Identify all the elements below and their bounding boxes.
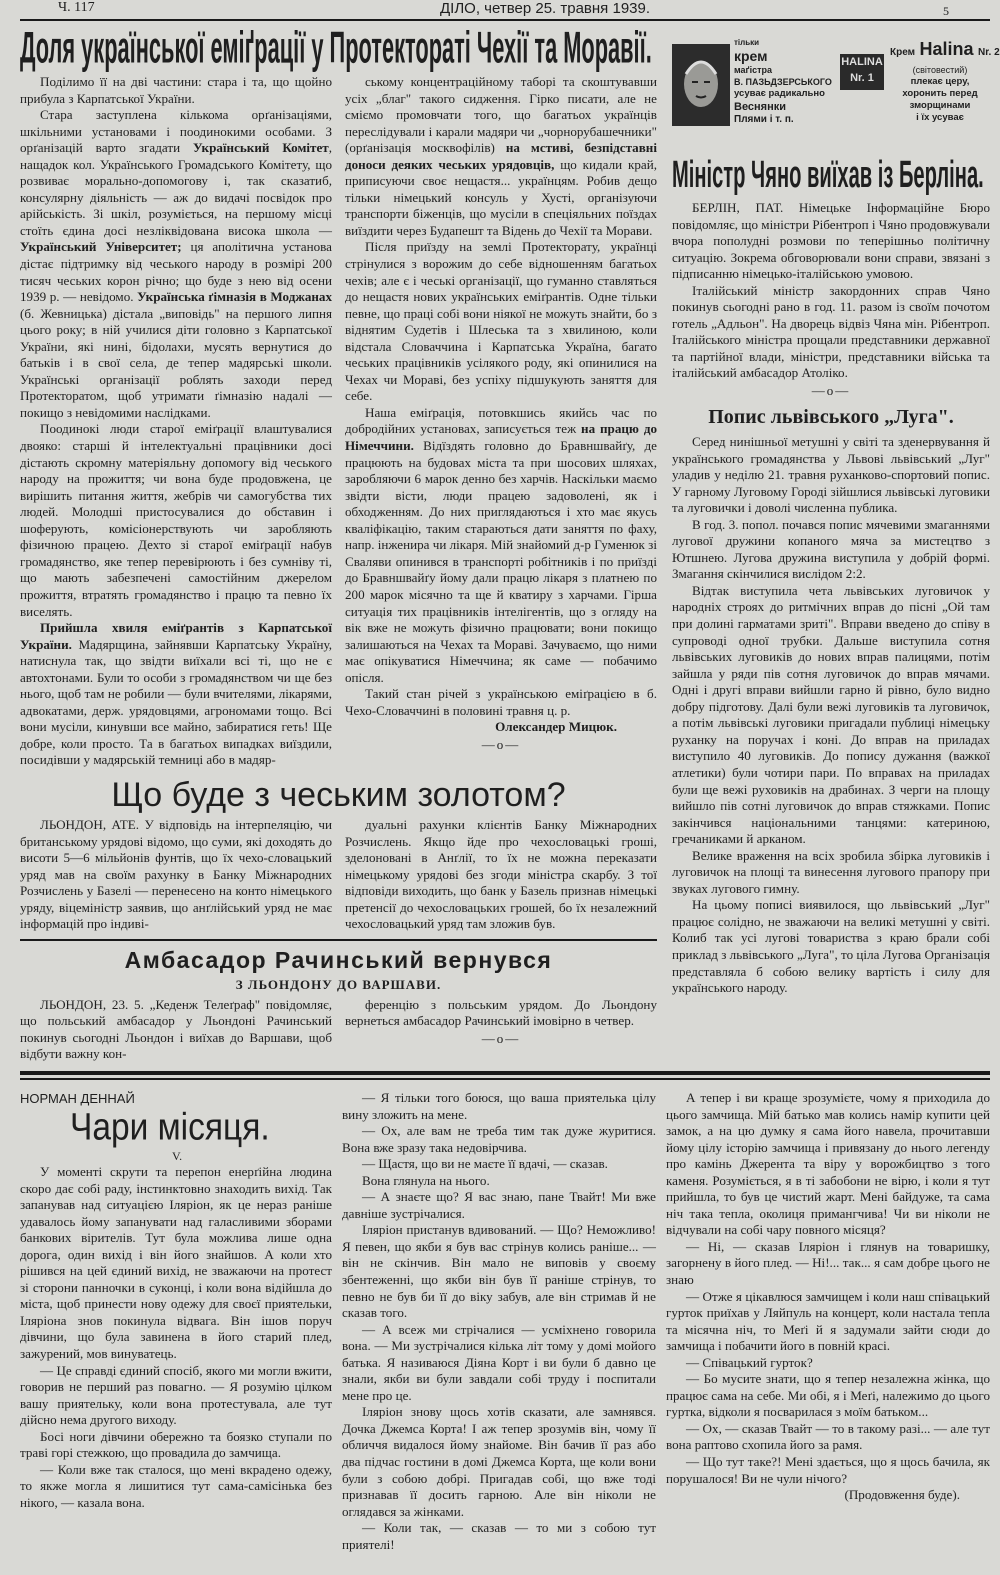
text: — Я тільки того боюся, що ваша приятелька цілу вину зложить на мене. bbox=[342, 1089, 656, 1122]
story-col2 bbox=[342, 1090, 656, 1553]
text: БЕРЛІН, ПАТ. Німецьке Інформаційне Бюро повідомляє, що міністри Рібентроп і Чяно продовжували вчора пополудні розмови по теперішньо політичну ситуацію. Зокрема обговорювали вони справи, звязані з підписанню німецько-італійською умовою. bbox=[672, 200, 990, 282]
paragraph bbox=[342, 1090, 656, 1123]
ad-maker: В. ПАЗЬДЗЕРСЬКОГО bbox=[734, 77, 832, 87]
text: Відтак виступила чета львівських луговичок у народніх строях до ритмічних вправ до пісні „Ой там при долині гарматами зриті". Вправи введено до співу в супроводі одної трубки. Дальше виступила сотня львівських луговиків до нових вправ палицями, потім зайшла у ряди пів сотня луговичок до вправ мячами. Одні і другі вправи вийшли гарно й рівно, було видно добру підготову. Далі були вежі луговиків та луговичок, а потім львівські луговики пригадали публиці німецьку руханку на поручах і коні. До вправ на приладах виступило 40 луговиків. До попису дужання (важкої атлетики) були чотири пари. По вправах на приладах були ще вежі руховиків на драбинах. З черги на площу вийшло пів сотні луговичок до вправ стяжками. Попис закінчився національними танцями: катериною, гречаниками й арканом. bbox=[672, 582, 990, 847]
text: — Ні, — сказав Іляріон і глянув на товаришку, загорнену в його плед. — Ні!... так... я сам добре цього не знаю bbox=[666, 1238, 990, 1287]
article-emigration-col1 bbox=[20, 74, 332, 769]
text: — Це справді єдиний спосіб, якого ми могли вжити, говорив не перший раз повагно. — Я розумію цілком вашу приятельку, коли вона протестувала, але тут дійсно нема другого виходу. bbox=[20, 1362, 332, 1428]
text: — Коли так, — сказав — то ми з собою тут приятелі! bbox=[342, 1520, 656, 1552]
story-chapter: V. bbox=[172, 1148, 183, 1163]
article-emigration-headline bbox=[20, 23, 652, 74]
paragraph bbox=[342, 1404, 656, 1520]
bold-text: Український Комітет bbox=[192, 140, 329, 156]
text: — Коли вже так сталося, що мені вкрадено одежу, то якже могла я лишитися тут сама-самісінька без нікого, — казала вона. bbox=[20, 1461, 332, 1510]
text: — А знаєте що? Я вас знаю, пане Твайт! Ми вже давніше зустрічалися. bbox=[342, 1189, 656, 1221]
text: Наша еміґрація, потовкшись якийсь час по добродійних установах, записується теж bbox=[345, 404, 657, 437]
story-col3-text bbox=[666, 1090, 990, 1487]
paragraph bbox=[672, 200, 990, 283]
ad-removes: усуває радикально bbox=[734, 88, 825, 99]
text: Поділимо її на дві частини: стара і та, що щойно прибула з Карпатської України. bbox=[20, 74, 332, 106]
cream-advertisement bbox=[672, 38, 1000, 134]
paragraph bbox=[666, 1289, 990, 1355]
text: Серед нинішньої метушні у світі та зденервування й українського громадянства у Львові львівський „Луг" уладив у неділю 21. травня руханково-спортовий попис. У гарному Луговому Городі зійшлися львівські луговики та луговички і доволі численна публика. bbox=[672, 434, 990, 516]
text: — Що тут таке?! Мені здається, що я щось бачила, як порушалося! Ви не чули нічого? bbox=[666, 1454, 990, 1486]
gold-col2 bbox=[345, 817, 657, 933]
paragraph bbox=[20, 74, 332, 107]
text: Такий стан річей з українською еміґрацією в б. Чехо-Словаччині в половині травня ц. р. bbox=[345, 686, 657, 718]
paragraph bbox=[20, 1363, 332, 1429]
text: дуальні рахунки клієнтів Банку Міжнародних Розчислень. Якщо йде про чехословацькі гроші, зделоновані в Анґлії, то їх не можна переказати німецькому урядові без згоди міністра скарбу. З тої відповіди виходить, що банк у Базель признав німецькі претенсії до чехословацьких грошей, бо їх незалежний чехословацький уряд там зложив був. bbox=[345, 816, 657, 932]
section-rule bbox=[20, 939, 657, 941]
bold-text: Українська ґімназія в Моджанах bbox=[137, 289, 333, 305]
paragraph bbox=[342, 1222, 656, 1321]
paragraph bbox=[666, 1371, 990, 1421]
left-area bbox=[20, 23, 658, 1063]
text: Іляріон пристанув вдивований. — Що? Неможливо! Я певен, що якби я був вас стрінув колись раніше... — він не скінчив. Він мало не виповів у своєму збентеженні, що якби він був її раніше стрінув, то певно не був би її до віку забув, але він стримав й не сказав того. bbox=[342, 1222, 656, 1321]
cream2-desc: хоронить перед bbox=[902, 88, 978, 99]
text: Відїздять головно до Бравншвайґу, де працюють на будовах міста та при шосових шляхах, заробляючи 6 марок денно без харчів. Наскільки маємо звідти вісти, люди працею задоволені, як і обходженням. До них приглядаються і хто має якусь кваліфікацію, таким стараються дати заняття по фаху, напр. інженира чи лікаря. Мій знайомий д-р Гуменюк зі Сваляви опинився в транспорті робітників і по приїзді до Бравншвайґу йому дали працю лікаря з платнею по 200 марок місячно та ще й кватиру з харчами. Гірша ситуація тих працівників інтелігентів, що з огляду на вік вже не можуть фізично працювати; вони покищо залишаються на Чехах та Мораві. Зачуваємо, що ними має опікуватися Німеччина; як саме — побачимо опісля. bbox=[345, 438, 657, 685]
text: — А всеж ми стрічалися — усміхнено говорила вона. — Ми зустрічалися кілька літ тому у домі мойого батька. Я називаюся Діяна Корт і ви були б давно це знали, якби ви були завдали собі труду і поспитали мене про це. bbox=[342, 1321, 656, 1403]
paragraph bbox=[672, 583, 990, 848]
paragraph bbox=[342, 1189, 656, 1222]
ciano-headline bbox=[672, 153, 984, 198]
text: Стара заступлена кількома орґанізаціями, шкільними установами і поодинокими особами. З орґанізацій варто згадати bbox=[20, 107, 332, 156]
ad-cream: крем bbox=[734, 48, 768, 64]
paragraph bbox=[345, 997, 657, 1030]
story-author: НОРМАН ДЕННАЙ bbox=[20, 1090, 135, 1106]
paragraph bbox=[345, 74, 657, 239]
ad-master: маґістра bbox=[734, 65, 772, 75]
text: Іляріон знову щось хотів сказати, але замнявся. Дочка Джемса Корта! І аж тепер зрозумів він, чому її обличчя видалося йому знайоме. Він бачив її раз або два підчас гостини в домі Джемса Корта, ще коли вони були з собою добрі. Пригадав собі, що вже тоді признавав її досить гарною. Але він ніколи не оглядався за жінками. bbox=[342, 1404, 656, 1519]
text: що кидали край, приписуючи своє нещастя... українцям. Робив дещо тільки німецький консуль у Хусті, організуючи транспорти біженців, що мусіли в спеціяльних поїздах виїздити через Будапешт та Відень до Чехії та Морави. bbox=[345, 156, 657, 238]
bold-text: на мстиві, безпідставні доноси деяких чеських урядовців, bbox=[345, 140, 657, 172]
ciano-separator: —o— bbox=[811, 383, 851, 399]
article-author: Олександер Мицюк. bbox=[495, 719, 617, 735]
ciano-text bbox=[672, 200, 990, 382]
ciano-article bbox=[672, 200, 990, 997]
page-number: 5 bbox=[943, 4, 949, 18]
ambassador-columns bbox=[20, 997, 657, 1063]
paragraph bbox=[342, 1322, 656, 1405]
story-col1-wrap bbox=[20, 1090, 332, 1553]
text: ЛЬОНДОН, АТЕ. У відповідь на інтерпеляцію, чи британському урядові відомо, що суми, які доходять до висоти 5—6 мільйонів фунтів, що їх чехо-словацький уряд мав на своїм рахунку в Банку Міжнародних Розчислень у Базелі — перенесено на конто німецького уряду, віцеміністр заявив, що анґлійський уряд не має інформацій про індиві- bbox=[20, 816, 332, 932]
text: Італійський міністр закордонних справ Чяно покинув сьогодні рано в год. 11. разом із своїм почотом готель „Адльон". На дворець відвіз Чяна мін. Рібентроп. Італійського міністра прощали представники державної та партійної влади, міністри, представники війська та італійський амбасадор Атоліко. bbox=[672, 282, 990, 381]
text: Велике враження на всіх зробила збірка луговиків і луговичок на площі та винесення лугового прапору при звуках лугового гимну. bbox=[672, 847, 990, 896]
issue-number: Ч. 117 bbox=[58, 0, 95, 15]
ambassador-headline: Амбасадор Рачинський вернувся bbox=[124, 946, 553, 973]
halina-logo bbox=[840, 54, 884, 90]
text: В год. 3. попол. почався попис мячевими змаганнями лугової дружини копаного мяча за мистецтво з Ютшнею. Лугова дружина виступила у добрій формі. Змагання скінчилися вислідом 2:2. bbox=[672, 516, 990, 582]
headline-text: Доля української еміґрації у Протектораті Чехії та Моравії. bbox=[20, 23, 652, 73]
paragraph bbox=[342, 1123, 656, 1156]
article-emigration-col2 bbox=[345, 74, 657, 769]
text: А тепер і ви краще зрозумієте, чому я приходила до цього замчища. Мій батько мав колись намір купити цей замок, а на цю думку я сама його навела, прочитавши йому цілу історію замчища і привязану до нього легенду про камінь Джерента та віру у ворожбицтво з того каменя. Розуміється, я в ті забобони не вірю, і коли я тут прийшла, то був це чистий жарт. Мені байдуже, та сама ніч така тепла, околиця примангчива! Чи ви ніколи не відчували на собі чару повного місяця? bbox=[666, 1089, 990, 1238]
paragraph bbox=[672, 283, 990, 382]
ambassador-subtitle: З ЛЬОНДОНУ ДО ВАРШАВИ. bbox=[235, 976, 442, 992]
paragraph bbox=[342, 1520, 656, 1553]
article-emigration-columns bbox=[20, 74, 657, 769]
feuilleton-rule-thin bbox=[20, 1078, 990, 1080]
text: Босі ноги дівчини обережно та боязко ступали по траві горі стежкою, що провадила до замчища. bbox=[20, 1428, 332, 1461]
luh-headline: Попис львівського „Луга". bbox=[708, 406, 954, 429]
ambassador-col2-text bbox=[345, 997, 657, 1030]
gold-col1 bbox=[20, 817, 332, 933]
article-emigration-col2-text bbox=[345, 74, 657, 719]
logo-number: Nr. 1 bbox=[850, 72, 874, 84]
paragraph bbox=[345, 239, 657, 404]
paragraph bbox=[20, 620, 332, 769]
paragraph bbox=[672, 848, 990, 898]
paragraph bbox=[672, 517, 990, 583]
ad-spots: Плями і т. п. bbox=[734, 114, 794, 125]
paragraph bbox=[345, 817, 657, 933]
story-continued: (Продовження буде). bbox=[844, 1487, 960, 1503]
text: Поодинокі люди старої еміґрації влаштувалися двояко: старші й інтелектуальні працівники досі дістають скромну матеріяльну допомогу від чеського народу на прожиття; чи вона буде продовжена, це вирішить питання життя, жебрів чи самогубства тих людей. Молодші пристосувалися до обставин і шоферують, комісіонерствують чи заробляють фізичною працею. Дехто зі старої еміґрації набув громадянство, яке тепер перевірюють і без сумніву ті, що мають забезпечені самостійним джерелом прожиття, втратять громадянство і працю та певно їх виселять. bbox=[20, 421, 332, 619]
feuilleton-rule bbox=[20, 1071, 990, 1075]
cream2-desc: і їх усуває bbox=[916, 112, 964, 123]
text: На цьому пописі виявилося, що львівський „Луг" працює солідно, не зважаючи на великі метушні у світі. Колиб так усі лугові товариства з краю брали собі приклад з львівського „Луга", то ціла Лугова Організація представляла б собою велику вартість і силу для українського народу. bbox=[672, 897, 990, 996]
paragraph bbox=[20, 997, 332, 1063]
text: (б. Жевницька) дістала „виповідь" на першого липня цього року; в ній училися діти головно з Карпатської України, які нині, бідолахи, мусять вернутися до батьків і в свої села, де тепер мадярські школи. Українські організації роблять заходи перед Протекторатом, щоб утримати ґімназію надалі — покищо з невідомими наслідками. bbox=[20, 305, 332, 420]
text: — Щастя, що ви не маєте її вдачі, — сказав. bbox=[362, 1156, 608, 1172]
cream2-desc: зморщинами bbox=[909, 100, 971, 111]
text: Мадярщина, зайнявши Карпатську Україну, натиснула так, що звідти виїхали всі ті, що не є автохтонами. Були то особи з громадянством чи ще без нього, щоб там не робили — були вчителями, лікарями, адвокатами, держ. урядовцями, агрономами тощо. Всі вони мусіли, кинувши все майно, забиратися геть! Ще добре, коли просто. Та в багатьох випадках виїздили, посидівши у мадярській темниці або в мадяр- bbox=[20, 636, 332, 768]
paragraph bbox=[666, 1239, 990, 1289]
ad-only: тільки bbox=[734, 38, 760, 47]
ambassador-col1 bbox=[20, 997, 332, 1063]
text: — Ох, — сказав Твайт — то в такому разі... — але тут вона раптово схопила його за рамя. bbox=[666, 1420, 990, 1453]
ad-cream2 bbox=[890, 38, 1000, 134]
text: — Ох, але вам не треба тим так дуже журитися. Вона вже зразу така недовірчива. bbox=[342, 1123, 656, 1155]
cream2-desc: плекає церу, bbox=[910, 76, 970, 87]
masthead: ДІЛО, четвер 25. травня 1939. bbox=[440, 0, 651, 17]
cream2-name: Halina bbox=[919, 39, 974, 59]
ad-text-block bbox=[734, 38, 836, 134]
text: У моменті скрути та перепон енерґійна людина скоро дає собі раду, інстинктовно знаходить вихід. Так запанував над ситуацією Іляріон, як це нераз раніше удавалось йому запанувати над галасливими зборами банкових вірителів. Тут була можлива лише одна дорога, один вихід і він його знайшов. А коли хто рішився на цей єдиний вихід, не зважаючи на протест зі сторони панночки в суконці, і коли вона відійшла до міста, щоб принести нову одежу для своєї приятельки, Іляріона знов покинула відвага. Він ішов поруч дівчини, що була завинена в його старий плед, зажурений, мов винуватець. bbox=[20, 1163, 332, 1361]
luh-text bbox=[672, 434, 990, 997]
story-columns bbox=[20, 1090, 990, 1553]
ciano-headline-text: Міністр Чяно виїхав із Берліна. bbox=[672, 153, 984, 196]
paragraph bbox=[20, 421, 332, 620]
text: — Отже я цікавлюся замчищем і коли наш співацький гурток приїхав у Ляйпуль на концерт, коли настала тепла та місячна ніч, то Меґі й я задумали зайти сюди до замчища і побачити його в повній красі. bbox=[666, 1288, 990, 1354]
cream2-number: Nr. 2 bbox=[977, 47, 1000, 58]
page-body bbox=[20, 23, 1000, 1553]
cream2-note: (світовестий) bbox=[912, 65, 968, 75]
bold-text: на працю до Німеччини. bbox=[345, 421, 658, 454]
paragraph bbox=[342, 1173, 656, 1190]
story-col1 bbox=[20, 1164, 332, 1511]
ambassador-separator: —o— bbox=[481, 1030, 521, 1046]
paragraph bbox=[666, 1355, 990, 1372]
story-title bbox=[70, 1104, 270, 1149]
paragraph bbox=[345, 686, 657, 719]
paragraph bbox=[20, 1462, 332, 1512]
gold-columns bbox=[20, 817, 657, 933]
text: ференцію з польським урядом. До Льондону вернеться амбасадор Рачинський імовірно в четвер. bbox=[345, 996, 657, 1029]
text: — Бо мусите знати, що я тепер незалежна жінка, що працює сама на себе. Ми обі, я і Меґі, належимо до цього гуртка, відколи я посварилася з моїм батьком... bbox=[666, 1371, 990, 1420]
cream2-prefix: Крем bbox=[890, 47, 916, 58]
text: ському концентраційному таборі та скоштувавши усіх „благ" такого сидження. Гірко писати, але не сміємо промовчати того, що багатьох українців переслідували і карали мадяри чи „чорнорубашечники" (орґанізація москвофілів) bbox=[345, 74, 657, 156]
upper-section bbox=[20, 23, 1000, 1063]
gold-headline: Що буде з чеським золотом? bbox=[111, 775, 566, 814]
bold-text: Прийшла хвиля еміґрантів з Карпатської України. bbox=[20, 620, 332, 652]
paragraph bbox=[20, 1164, 332, 1363]
paragraph bbox=[345, 405, 657, 686]
logo-name: HALINA bbox=[841, 56, 883, 68]
paragraph bbox=[666, 1421, 990, 1454]
text: — Співацький гурток? bbox=[686, 1354, 813, 1370]
story-title-text: Чари місяця. bbox=[70, 1104, 270, 1148]
bold-text: Український Університет; bbox=[20, 239, 182, 255]
paragraph bbox=[672, 897, 990, 996]
paragraph bbox=[666, 1090, 990, 1239]
text: Вона глянула на нього. bbox=[362, 1172, 490, 1188]
paragraph bbox=[672, 434, 990, 517]
paragraph bbox=[342, 1156, 656, 1173]
paragraph bbox=[20, 107, 332, 421]
text: ЛЬОНДОН, 23. 5. „Кеденж Телеґраф" повідомляє, що польський амбасадор у Льондоні Рачинський покинув сьогодні Льондон і виїхав до Варшави, щоб відбути важну кон- bbox=[20, 996, 332, 1062]
paragraph bbox=[20, 817, 332, 933]
header-rule bbox=[20, 19, 990, 21]
ambassador-col2 bbox=[345, 997, 657, 1063]
article-separator: —o— bbox=[481, 736, 521, 752]
ad-freckles: Веснянки bbox=[734, 101, 787, 113]
paragraph bbox=[20, 1429, 332, 1462]
text: ця аполітична установа дістає підтримку від чеського народу в розмірі 200 тисяч чеських корон річно; що буде з нею від осени 1939 р. — невідомо. bbox=[20, 239, 332, 305]
text: Після приїзду на землі Протекторату, українці стрінулися з ворожим до себе відношенням багатьох чехів; але є і чеські організації, що гуманно ставляться до нещастя нових українських еміґрантів. Одне тільки певне, що праці собі вони ніякої не можуть знайти, бо з віднятим Судетів і Шлеська та з хвилиною, коли відстала Словаччина і Карпатська Україна, багато чеських працівників усілякого роду, які опинилися на Чехах чи Мораві, без успіху підшукують заняття для себе. bbox=[345, 239, 657, 404]
story-col3 bbox=[666, 1090, 990, 1553]
text: , нащадок кол. Українського Громадського Комітету, що розвиває морально-допомогову і, так сказатиб, консулярну діяльність — аж до видачі посвідок про арійськість. Зі шкіл, розуміється, на першому місці стоїть єдина досі незліквідована висока школа — bbox=[20, 140, 332, 238]
paragraph bbox=[666, 1454, 990, 1487]
face-illustration-icon bbox=[672, 44, 730, 126]
right-area bbox=[672, 26, 1000, 997]
